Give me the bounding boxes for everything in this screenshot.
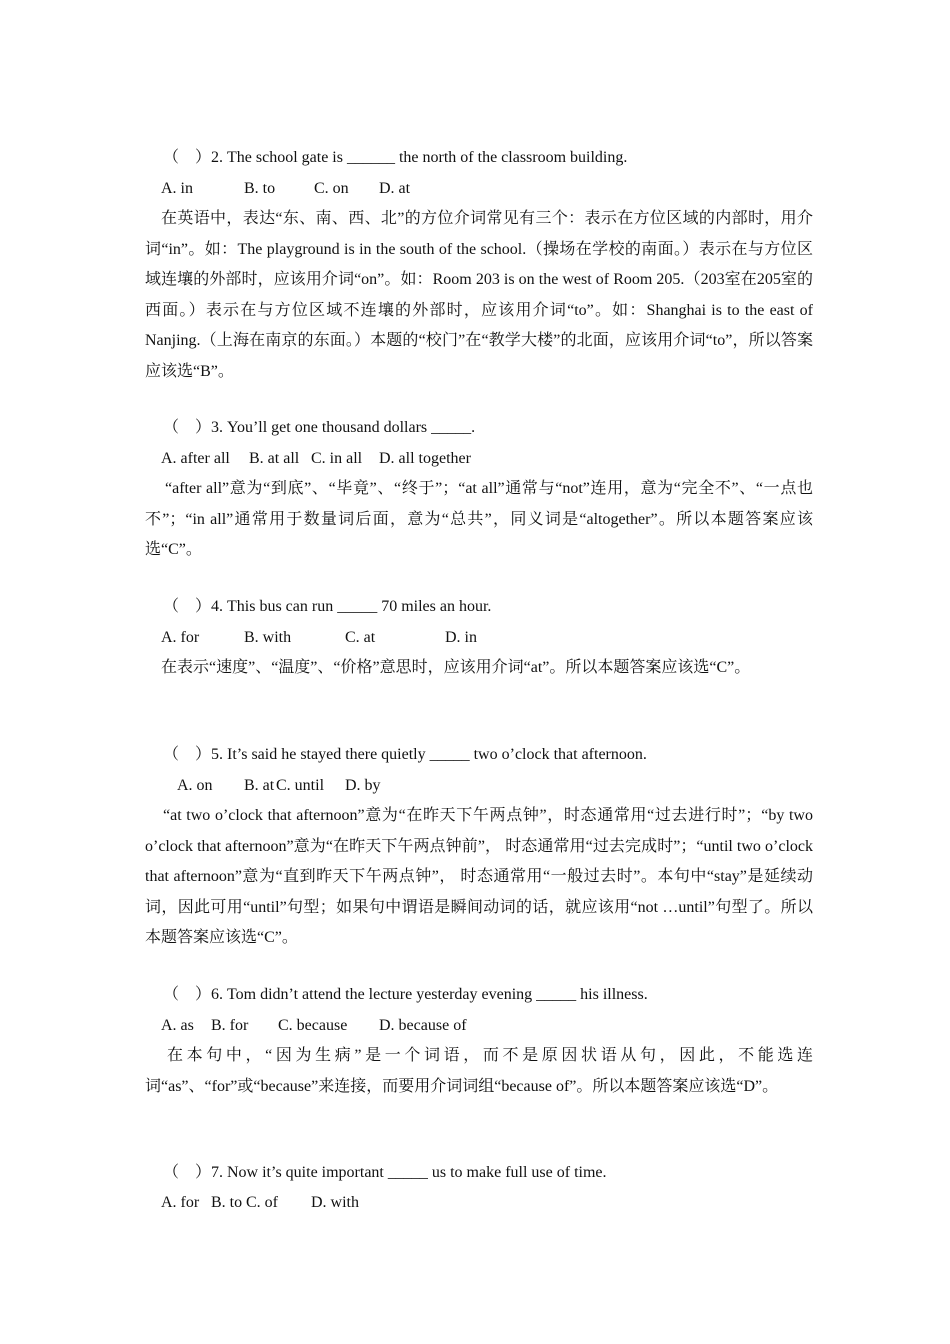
option-a: A. in [161, 180, 193, 197]
option-b: B. with [244, 629, 292, 646]
option-d: D. because of [379, 1017, 467, 1034]
question-3-explanation: “after all”意为“到底”、“毕竟”、“终于”；“at all”通常与“not”连用，意为“完全不”、“一点也不”；“in all”通常用于数量词后面，意为“总共”，同义词是“altogether”。所以本题答案应该选“C”。 [145, 480, 813, 559]
option-d: D. with [311, 1194, 359, 1211]
option-b: B. at all [249, 450, 300, 467]
option-b: B. to [211, 1194, 243, 1211]
option-d: D. by [345, 777, 381, 794]
option-c: C. until [276, 777, 325, 794]
option-c: C. on [314, 180, 349, 197]
option-a: A. as [161, 1017, 194, 1034]
question-3-stem: （ ）3. You’ll get one thousand dollars _____. [163, 419, 476, 436]
option-d: D. in [445, 629, 477, 646]
question-7-stem: （ ）7. Now it’s quite important _____ us to make full use of time. [163, 1164, 607, 1181]
option-d: D. all together [379, 450, 471, 467]
option-b: B. at [244, 777, 275, 794]
option-c: C. because [278, 1017, 348, 1034]
option-a: A. after all [161, 450, 230, 467]
question-4-explanation: 在表示“速度”、“温度”、“价格”意思时，应该用介词“at”。所以本题答案应该选“C”。 [161, 659, 751, 676]
option-a: A. on [177, 777, 213, 794]
question-5-stem: （ ）5. It’s said he stayed there quietly _____ two o’clock that afternoon. [163, 746, 647, 763]
option-c: C. in all [311, 450, 363, 467]
question-2-stem: （ ）2. The school gate is ______ the north of the classroom building. [163, 149, 628, 166]
option-a: A. for [161, 629, 200, 646]
option-a: A. for [161, 1194, 200, 1211]
option-b: B. for [211, 1017, 249, 1034]
question-5-explanation: “at two o’clock that afternoon”意为“在昨天下午两点钟”，时态通常用“过去进行时”；“by two o’clock that afternoon”意为“在昨天下午两点钟前”， 时态通常用“过去完成时”；“until two o’clock that afternoon”意为“直到昨天下午两点钟”， 时态通常用“一般过去时”。本句中“stay”是延续动词，因此可用“until”句型；如果句中谓语是瞬间动词的话，就应该用“not …until”句型了。所以本题答案应该选“C”。 [145, 807, 813, 947]
option-d: D. at [379, 180, 411, 197]
question-6-stem: （ ）6. Tom didn’t attend the lecture yesterday evening _____ his illness. [163, 986, 648, 1003]
question-4-stem: （ ）4. This bus can run _____ 70 miles an hour. [163, 598, 492, 615]
option-c: C. of [246, 1194, 278, 1211]
question-2-explanation: 在英语中，表达“东、南、西、北”的方位介词常见有三个：表示在方位区域的内部时，用介词“in”。如：The playground is in the south of the school.（操场在学校的南面。）表示在与方位区域连壤的外部时，应该用介词“on”。如：Room 203 is on the west of Room 205.（203室在205室的西面。）表示在与方位区域不连壤的外部时，应该用介词“to”。如：Shanghai is to the east of Nanjing.（上海在南京的东面。）本题的“校门”在“教学大楼”的北面，应该用介词“to”，所以答案应该选“B”。 [145, 210, 813, 380]
question-6-explanation: 在本句中，“因为生病”是一个词语，而不是原因状语从句，因此，不能选连词“as”、“for”或“because”来连接，而要用介词词组“because of”。所以本题答案应该选“D”。 [145, 1047, 813, 1095]
option-c: C. at [345, 629, 376, 646]
option-b: B. to [244, 180, 276, 197]
